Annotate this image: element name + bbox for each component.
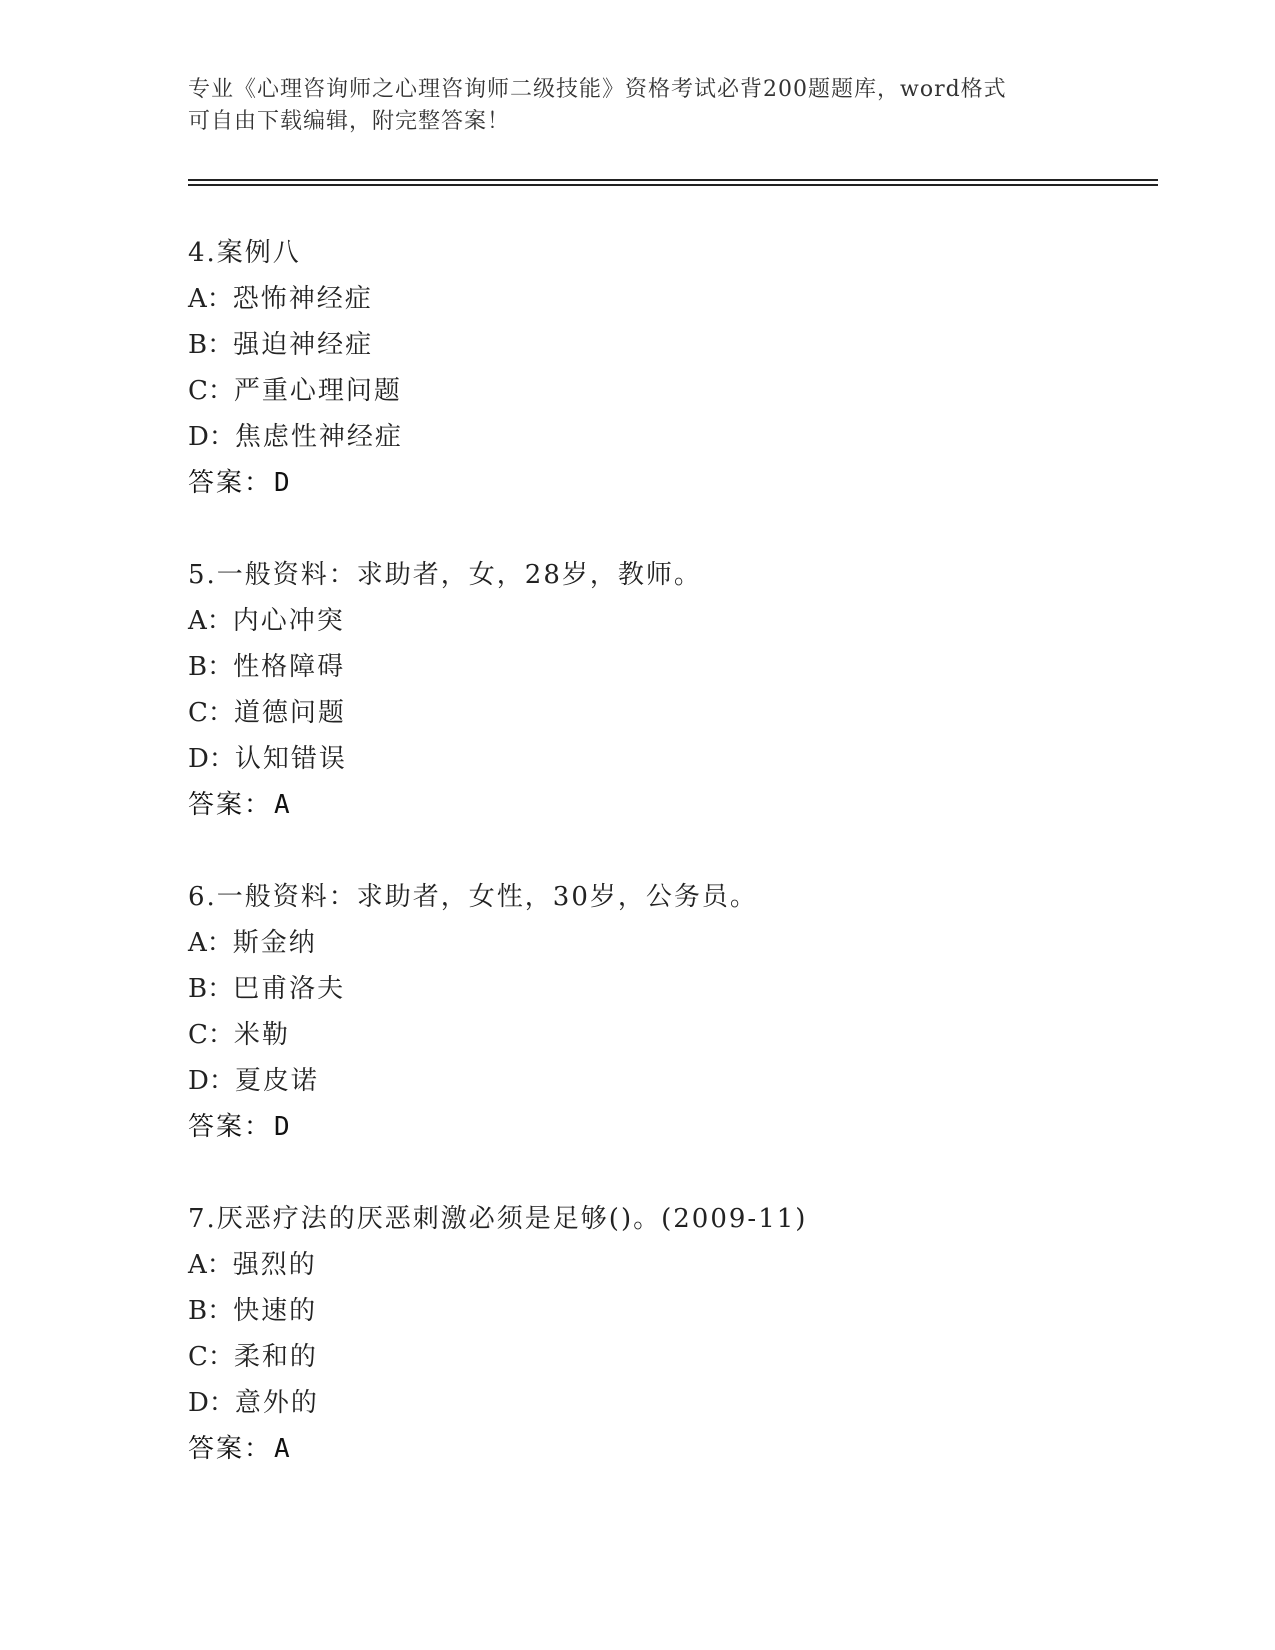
question-block (188, 1196, 1138, 1472)
option-b (188, 644, 1138, 690)
option-c (188, 690, 1138, 736)
answer-value: A (274, 1434, 290, 1464)
option-text: 巴甫洛夫 (233, 974, 346, 1004)
option-label: A： (188, 1250, 233, 1280)
option-a (188, 598, 1138, 644)
option-text: 内心冲突 (232, 606, 345, 636)
option-label: C： (188, 376, 234, 406)
option-label: D： (188, 1388, 235, 1418)
question-stem: 5.一般资料：求助者，女，28岁，教师。 (188, 560, 702, 590)
option-c (188, 368, 1138, 414)
option-label: D： (188, 422, 235, 452)
option-label: C： (188, 698, 234, 728)
option-text: 米勒 (233, 1020, 290, 1050)
option-label: D： (188, 744, 235, 774)
option-text: 夏皮诺 (234, 1066, 319, 1096)
answer-line (188, 1104, 1138, 1150)
option-label: A： (188, 284, 233, 314)
question-block (188, 874, 1138, 1150)
option-text: 斯金纳 (232, 928, 317, 958)
option-text: 焦虑性神经症 (234, 422, 403, 452)
option-label: C： (188, 1342, 234, 1372)
option-d (188, 736, 1138, 782)
question-stem: 6.一般资料：求助者，女性，30岁，公务员。 (188, 882, 758, 912)
option-a (188, 276, 1138, 322)
answer-label: 答案： (188, 1434, 273, 1464)
option-label: B： (188, 652, 234, 682)
option-c (188, 1012, 1138, 1058)
option-label: D： (188, 1066, 235, 1096)
header-title-line-2: 可自由下载编辑，附完整答案！ (188, 109, 511, 134)
question-block (188, 230, 1138, 506)
option-d (188, 414, 1138, 460)
header-title-line-1: 专业《心理咨询师之心理咨询师二级技能》资格考试必背200题题库，word格式 (188, 77, 1007, 102)
option-label: B： (188, 974, 234, 1004)
header-divider-top (188, 179, 1158, 181)
option-text: 性格障碍 (233, 652, 346, 682)
option-text: 快速的 (233, 1296, 318, 1326)
question-stem: 4.案例八 (188, 238, 301, 268)
option-text: 认知错误 (234, 744, 347, 774)
answer-value: D (274, 1112, 290, 1142)
answer-label: 答案： (188, 468, 273, 498)
answer-line (188, 1426, 1138, 1472)
option-label: B： (188, 1296, 234, 1326)
option-text: 强迫神经症 (233, 330, 374, 360)
option-b (188, 322, 1138, 368)
option-text: 恐怖神经症 (232, 284, 373, 314)
answer-label: 答案： (188, 1112, 273, 1142)
option-label: A： (188, 606, 233, 636)
option-label: B： (188, 330, 234, 360)
option-c (188, 1334, 1138, 1380)
answer-value: D (274, 468, 290, 498)
option-b (188, 966, 1138, 1012)
option-text: 强烈的 (232, 1250, 317, 1280)
option-a (188, 920, 1138, 966)
document-header (188, 74, 1088, 138)
option-label: C： (188, 1020, 234, 1050)
option-d (188, 1058, 1138, 1104)
question-block (188, 552, 1138, 828)
option-text: 柔和的 (233, 1342, 318, 1372)
answer-line (188, 460, 1138, 506)
option-b (188, 1288, 1138, 1334)
option-text: 道德问题 (233, 698, 346, 728)
answer-line (188, 782, 1138, 828)
answer-label: 答案： (188, 790, 273, 820)
option-a (188, 1242, 1138, 1288)
header-divider-bottom (188, 184, 1158, 186)
option-text: 严重心理问题 (233, 376, 402, 406)
question-stem: 7.厌恶疗法的厌恶刺激必须是足够()。(2009-11) (188, 1204, 808, 1234)
answer-value: A (274, 790, 290, 820)
option-label: A： (188, 928, 233, 958)
option-d (188, 1380, 1138, 1426)
option-text: 意外的 (234, 1388, 319, 1418)
